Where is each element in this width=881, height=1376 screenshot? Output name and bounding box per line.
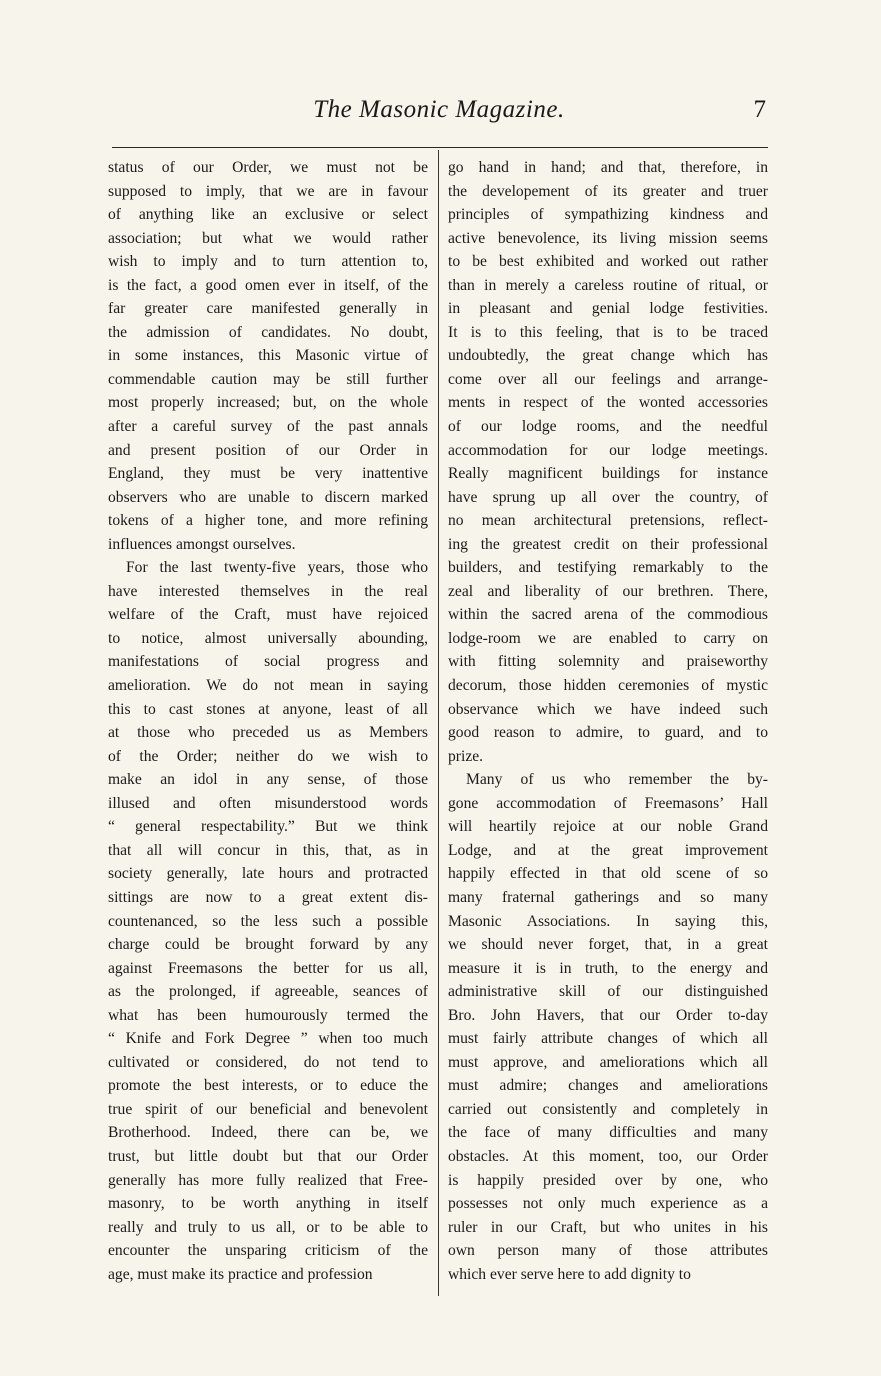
text-line: administrative skill of our distinguished [448, 983, 768, 1001]
text-line: is happily presided over by one, who [448, 1171, 768, 1189]
text-line: England, they must be very inattentive [108, 465, 428, 483]
text-line: welfare of the Craft, must have rejoiced [108, 606, 428, 624]
text-line: For the last twenty-five years, those who [126, 559, 428, 577]
text-line: wish to imply and to turn attention to, [108, 253, 428, 271]
text-line: society generally, late hours and protracted [108, 865, 428, 883]
text-line: carried out consistently and completely in [448, 1100, 768, 1118]
text-line: come over all our feelings and arrange- [448, 370, 768, 388]
header-rule [112, 147, 768, 148]
text-line: amelioration. We do not mean in saying [108, 677, 428, 695]
text-line: influences amongst ourselves. [108, 535, 296, 553]
text-line: in some instances, this Masonic virtue of [108, 347, 428, 365]
text-line: many fraternal gatherings and so many [448, 888, 768, 906]
text-line: zeal and liberality of our brethren. There, [448, 582, 768, 600]
text-line: gone accommodation of Freemasons’ Hall [448, 794, 768, 812]
text-line: must admire; changes and ameliorations [448, 1077, 768, 1095]
text-line: lodge-room we are enabled to carry on [448, 629, 768, 647]
text-line: most properly increased; but, on the whole [108, 394, 428, 412]
text-line: within the sacred arena of the commodious [448, 606, 768, 624]
right-column [448, 156, 768, 1286]
text-line: generally has more fully realized that Free- [108, 1171, 428, 1189]
text-line: this to cast stones at anyone, least of all [108, 700, 428, 718]
text-line: It is to this feeling, that is to be traced [448, 323, 768, 341]
text-line: happily effected in that old scene of so [448, 865, 768, 883]
text-line: against Freemasons the better for us all, [108, 959, 428, 977]
text-line: than in merely a careless routine of ritual, or [448, 276, 768, 294]
text-line: the developement of its greater and truer [448, 182, 768, 200]
text-line: have sprung up all over the country, of [448, 488, 768, 506]
text-line: which ever serve here to add dignity to [448, 1265, 691, 1283]
text-line: at those who preceded us as Members [108, 724, 428, 742]
text-line: no mean architectural pretensions, reflect- [448, 512, 768, 530]
text-line: illused and often misunderstood words [108, 794, 428, 812]
text-line: ments in respect of the wonted accessories [448, 394, 768, 412]
text-line: decorum, those hidden ceremonies of mystic [448, 677, 768, 695]
text-line: we should never forget, that, in a great [448, 936, 768, 954]
text-line: as the prolonged, if agreeable, seances of [108, 983, 428, 1001]
text-line: ruler in our Craft, but who unites in his [448, 1218, 768, 1236]
text-line: and present position of our Order in [108, 441, 428, 459]
text-line: make an idol in any sense, of those [108, 771, 428, 789]
text-line: the face of many difficulties and many [448, 1124, 768, 1142]
text-line: “ general respectability.” But we think [108, 818, 428, 836]
text-line: promote the best interests, or to educe the [108, 1077, 428, 1095]
text-line: active benevolence, its living mission seems [448, 229, 768, 247]
left-column [108, 156, 428, 1286]
text-line: will heartily rejoice at our noble Grand [448, 818, 768, 836]
text-line: tokens of a higher tone, and more refining [108, 512, 428, 530]
text-line: really and truly to us all, or to be able to [108, 1218, 428, 1236]
text-line: association; but what we would rather [108, 229, 428, 247]
text-line: go hand in hand; and that, therefore, in [448, 159, 768, 176]
text-line: ing the greatest credit on their professional [448, 535, 768, 553]
text-line: prize. [448, 747, 484, 765]
text-line: sittings are now to a great extent dis- [108, 888, 428, 906]
text-line: “ Knife and Fork Degree ” when too much [108, 1030, 428, 1048]
text-line: Masonic Associations. In saying this, [448, 912, 768, 930]
text-line: of the Order; neither do we wish to [108, 747, 428, 765]
text-line: Really magnificent buildings for instance [448, 465, 768, 483]
text-line: to be best exhibited and worked out rather [448, 253, 768, 271]
column-divider [438, 150, 439, 1296]
text-line: status of our Order, we must not be [108, 159, 428, 176]
text-line: age, must make its practice and profession [108, 1265, 373, 1283]
text-line: good reason to admire, to guard, and to [448, 724, 768, 742]
text-line: charge could be brought forward by any [108, 936, 428, 954]
running-title: The Masonic Magazine. [313, 96, 565, 123]
text-line: builders, and testifying remarkably to the [448, 559, 768, 577]
text-line: in pleasant and genial lodge festivities. [448, 300, 768, 318]
text-line: must fairly attribute changes of which all [448, 1030, 768, 1048]
text-line: have interested themselves in the real [108, 582, 428, 600]
text-line: trust, but little doubt but that our Order [108, 1147, 428, 1165]
text-line: with fitting solemnity and praiseworthy [448, 653, 768, 671]
text-line: is the fact, a good omen ever in itself, of the [108, 276, 428, 294]
text-line: supposed to imply, that we are in favour [108, 182, 428, 200]
text-line: countenanced, so the less such a possible [108, 912, 428, 930]
text-line: observers who are unable to discern marked [108, 488, 428, 506]
text-line: undoubtedly, the great change which has [448, 347, 768, 365]
text-line: manifestations of social progress and [108, 653, 428, 671]
text-line: what has been humourously termed the [108, 1006, 428, 1024]
page-number: 7 [753, 96, 766, 123]
text-line: true spirit of our beneficial and benevolent [108, 1100, 428, 1118]
text-line: measure it is in truth, to the energy and [448, 959, 768, 977]
text-line: to notice, almost universally abounding, [108, 629, 428, 647]
text-line: after a careful survey of the past annals [108, 418, 428, 436]
text-line: Lodge, and at the great improvement [448, 841, 768, 859]
text-line: Brotherhood. Indeed, there can be, we [108, 1124, 428, 1142]
text-line: cultivated or considered, do not tend to [108, 1053, 428, 1071]
text-line: far greater care manifested generally in [108, 300, 428, 318]
running-header [108, 96, 770, 132]
text-line: own person many of those attributes [448, 1242, 768, 1260]
text-line: masonry, to be worth anything in itself [108, 1195, 428, 1213]
text-line: Many of us who remember the by- [466, 771, 768, 789]
text-line: of anything like an exclusive or select [108, 206, 428, 224]
text-line: accommodation for our lodge meetings. [448, 441, 768, 459]
text-line: of our lodge rooms, and the needful [448, 418, 768, 436]
text-line: that all will concur in this, that, as in [108, 841, 428, 859]
text-line: obstacles. At this moment, too, our Order [448, 1147, 768, 1165]
text-line: principles of sympathizing kindness and [448, 206, 768, 224]
text-line: observance which we have indeed such [448, 700, 768, 718]
text-line: must approve, and ameliorations which all [448, 1053, 768, 1071]
text-line: possesses not only much experience as a [448, 1195, 768, 1213]
text-line: the admission of candidates. No doubt, [108, 323, 428, 341]
text-line: Bro. John Havers, that our Order to-day [448, 1006, 768, 1024]
text-line: commendable caution may be still further [108, 370, 428, 388]
text-line: encounter the unsparing criticism of the [108, 1242, 428, 1260]
